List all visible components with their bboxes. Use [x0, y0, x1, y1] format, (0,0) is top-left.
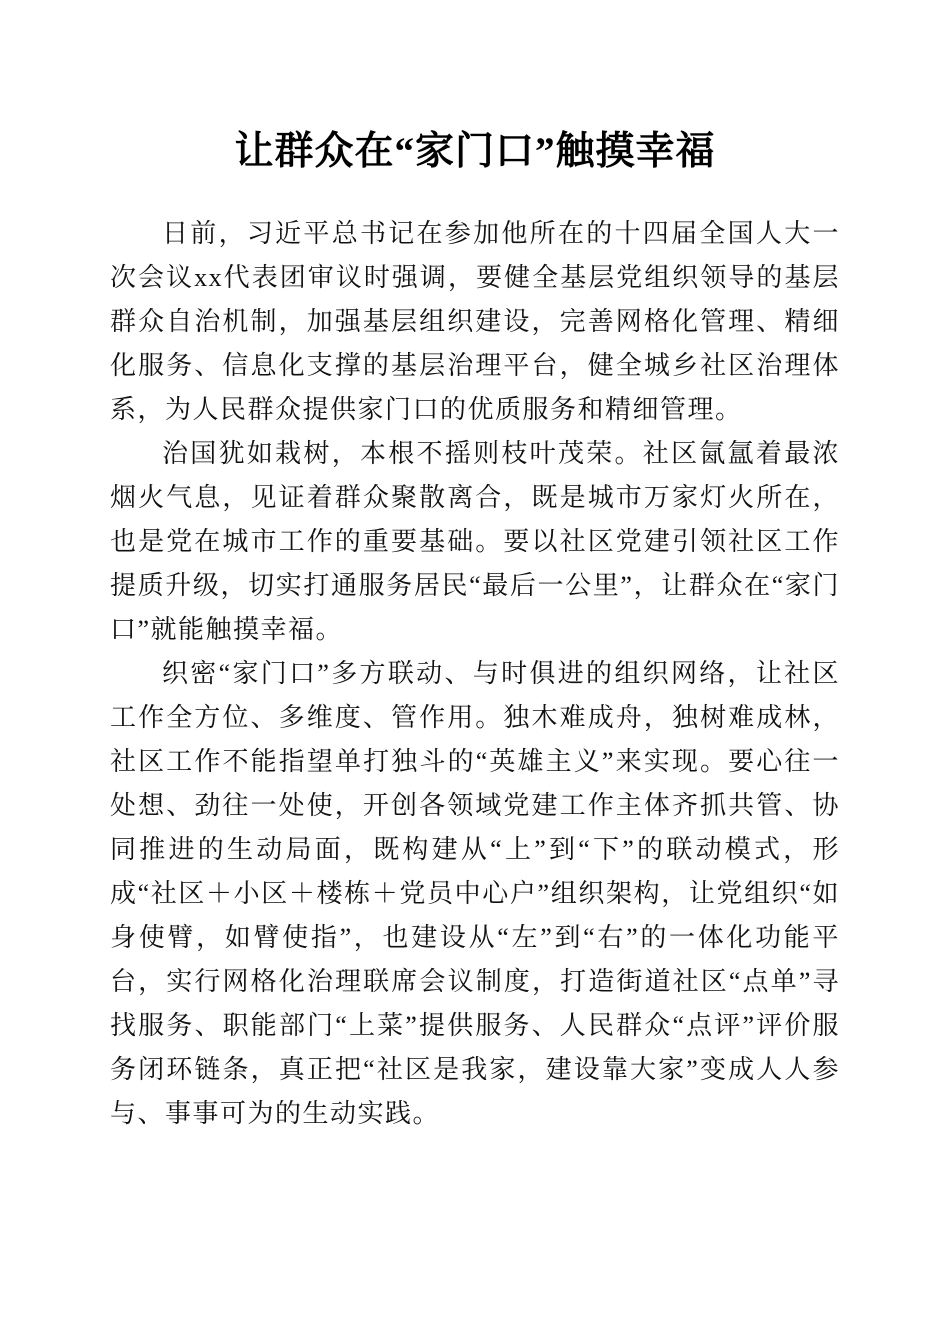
- document-body: [110, 178, 840, 1136]
- paragraph: 日前，习近平总书记在参加他所在的十四届全国人大一次会议xx代表团审议时强调，要健全基层党组织领导的基层群众自治机制，加强基层组织建设，完善网格化管理、精细化服务、信息化支撑的基层治理平台，健全城乡社区治理体系，为人民群众提供家门口的优质服务和精细管理。: [110, 219, 840, 424]
- document-title: 让群众在“家门口”触摸幸福: [234, 130, 716, 173]
- paragraph: 织密“家门口”多方联动、与时俱进的组织网络，让社区工作全方位、多维度、管作用。独木难成舟，独树难成林，社区工作不能指望单打独斗的“英雄主义”来实现。要心往一处想、劲往一处使，开创各领域党建工作主体齐抓共管、协同推进的生动局面，既构建从“上”到“下”的联动模式，形成“社区＋小区＋楼栋＋党员中心户”组织架构，让党组织“如身使臂，如臂使指”，也建设从“左”到“右”的一体化功能平台，实行网格化治理联席会议制度，打造街道社区“点单”寻找服务、职能部门“上菜”提供服务、人民群众“点评”评价服务闭环链条，真正把“社区是我家，建设靠大家”变成人人参与、事事可为的生动实践。: [110, 659, 840, 1128]
- paragraph: 治国犹如栽树，本根不摇则枝叶茂荣。社区氤氲着最浓烟火气息，见证着群众聚散离合，既是城市万家灯火所在，也是党在城市工作的重要基础。要以社区党建引领社区工作提质升级，切实打通服务居民“最后一公里”，让群众在“家门口”就能触摸幸福。: [110, 439, 840, 644]
